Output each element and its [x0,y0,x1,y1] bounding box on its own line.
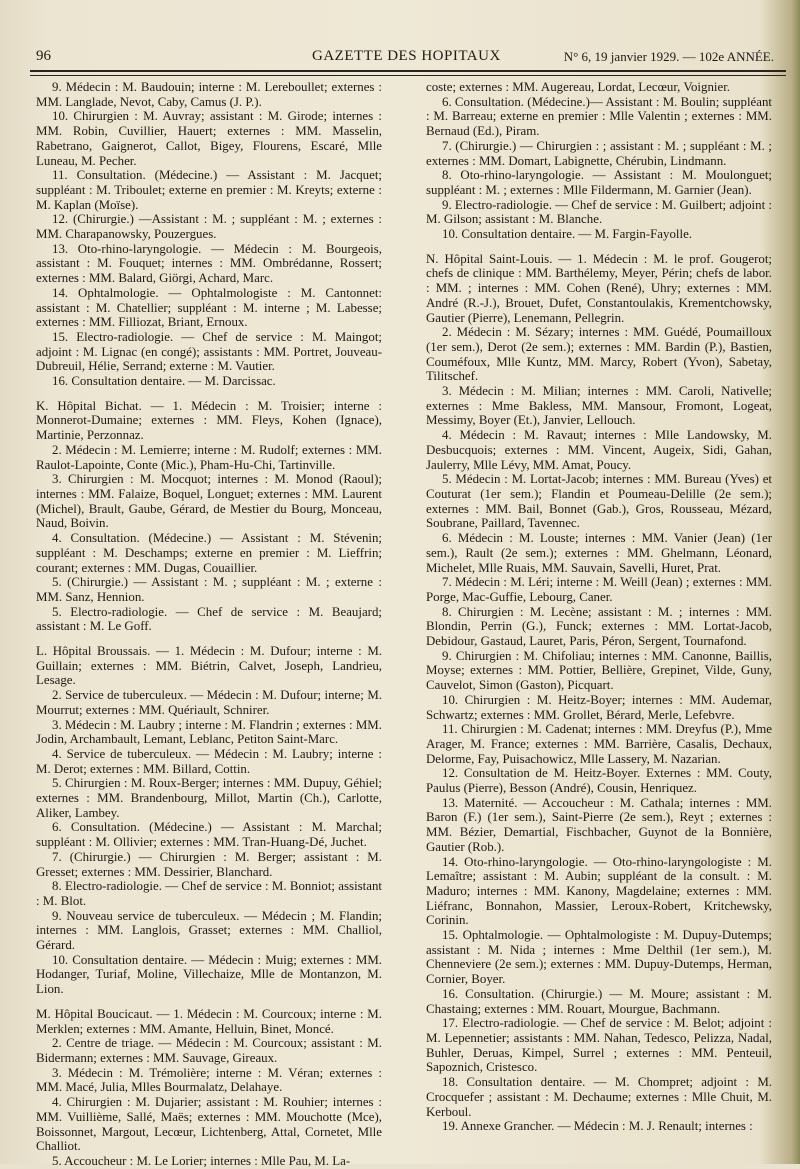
issue-info: N° 6, 19 janvier 1929. — 102e ANNÉE. [563,49,774,64]
service-paragraph: 5. Electro-radiologie. — Chef de service : M. Beaujard; assistant : M. Le Goff. [36,604,382,634]
service-paragraph: 10. Chirurgien : M. Auvray; assistant : M. Girode; internes : MM. Robin, Cuvillier, Hauert; externes : MM. Masselin, Rabetrano, Gaignerot, Callot, Bigey, Flourens, Escaré, Mlle Luneau, M. Pecher. [36,109,382,168]
service-paragraph: 13. Oto-rhino-laryngologie. — Médecin : M. Bourgeois, assistant : M. Fouquet; internes : MM. Ombrédanne, Rossert; externes : MM. Balard, Giörgi, Achard, Marc. [36,241,382,286]
service-paragraph: 16. Consultation dentaire. — M. Darcissac. [52,374,276,389]
service-paragraph: 3. Médecin : M. Laubry ; interne : M. Flandrin ; externes : MM. Jodin, Archambault, Lemant, Leblanc, Petiton Saint-Marc. [36,717,382,747]
service-paragraph: coste; externes : MM. Augereau, Lordat, Lecœur, Voignier. [426,80,731,94]
service-paragraph: 18. Consultation dentaire. — M. Chompret; adjoint : M. Crocquefer ; assistant : M. Dechaume; externes : Mlle Chuit, M. Kerboul. [426,1075,772,1119]
service-paragraph: 6. Consultation. (Médecine.) — Assistant : M. Marchal; suppléant : M. Ollivier; externes : MM. Tran-Huang-Dé, Juchet. [36,820,382,850]
left-column [36,80,382,1168]
service-paragraph: 9. Electro-radiologie. — Chef de service : M. Guilbert; adjoint : M. Gilson; assistant : M. Blanche. [426,197,772,227]
service-paragraph: 5. (Chirurgie.) — Assistant : M. ; suppléant : M. ; externe : MM. Sanz, Hennion. [36,575,382,604]
page-number: 96 [36,48,51,64]
service-paragraph: 3. Chirurgien : M. Mocquot; internes : M. Monod (Raoul); internes : MM. Falaize, Boquel, Longuet; externes : MM. Laurent (Michel), Brault, Gaube, Gérard, de Mestier du Bourg, Monceau, Naud, Boivin. [36,472,382,531]
service-paragraph: 7. (Chirurgie.) — Chirurgien : M. Berger; assistant : M. Gresset; externes : MM. Dessirier, Blanchard. [36,849,382,879]
service-paragraph: 9. Chirurgien : M. Chifoliau; internes : MM. Canonne, Baillis, Moyse; externes : MM. Pottier, Bellière, Grepinet, Vilde, Guny, Cauvelot, Simon (Gaston), Picquart. [426,648,772,693]
service-paragraph: 14. Oto-rhino-laryngologie. — Oto-rhino-laryngologiste : M. Lemaître; assistant : M. Aubin; suppléant de la consult. : M. Maduro; internes : MM. Kanony, Magdelaine; externes : MM. Liéfranc, Bonnahon, Massier, Leroux-Robert, Kritchewsky, Corinin. [426,854,772,928]
right-column [426,80,772,1155]
hospital-section-paragraph: N. Hôpital Saint-Louis. — 1. Médecin : M. le prof. Gougerot; chefs de clinique : MM. Barthélemy, Meyer, Périn; chefs de labor. : MM. ; internes : MM. Cohen (René), Uhry; externes : MM. André (R.-J.), Brouet, Dufet, Constantoulakis, Krementchowsky, Gautier (Pierre), Lenemann, Pellegrin. [426,251,772,325]
service-paragraph: 19. Annexe Grancher. — Médecin : M. J. Renault; internes : [442,1119,753,1134]
service-paragraph: 15. Ophtalmologie. — Ophtalmologiste : M. Dupuy-Dutemps; assistant : M. Nida ; internes : Mme Delthil (1er sem.), M. Chenneviere (2e sem.); externes : MM. Dupuy-Dutemps, Herman, Cornier, Boyer. [426,928,772,987]
hospital-section-paragraph: L. Hôpital Broussais. — 1. Médecin : M. Dufour; interne : M. Guillain; externes : MM. Biétrin, Calvet, Joseph, Landrieu, Lesage. [36,644,382,688]
hospital-section-paragraph: M. Hôpital Boucicaut. — 1. Médecin : M. Courcoux; interne : M. Merklen; externes : MM. Amante, Helluin, Binet, Moncé. [36,1006,382,1036]
service-paragraph: 6. Consultation. (Médecine.)— Assistant : M. Boulin; suppléant : M. Barreau; externe en premier : Mlle Valentin ; externes : MM. Bernaud (Ed.), Piram. [426,94,772,139]
service-paragraph: 2. Médecin : M. Sézary; internes : MM. Guédé, Poumailloux (1er sem.), Derot (2e sem.); externes : MM. Bardin (P.), Bastien, Couméfoux, Mlle Kuntz, MM. Marcy, Robert (Yvon), Sabetay, Tilitschef. [426,325,772,384]
service-paragraph: 4. Médecin : M. Ravaut; internes : Mlle Landowsky, M. Desbucquois; externes : MM. Vincent, Augeix, Sidi, Gahan, Jaulerry, Mlle Lévy, MM. Amat, Poucy. [426,428,772,472]
service-paragraph: 2. Centre de triage. — Médecin : M. Courcoux; assistant : M. Bidermann; externes : MM. Sauvage, Gireaux. [36,1036,382,1065]
service-paragraph: 7. Médecin : M. Léri; interne : M. Weill (Jean) ; externes : MM. Porge, Mac-Guffie, Lebourg, Caner. [426,575,772,604]
service-paragraph: 7. (Chirurgie.) — Chirurgien : ; assistant : M. ; suppléant : M. ; externes : MM. Domart, Labignette, Chérubin, Lindmann. [426,138,772,168]
service-paragraph: 17. Electro-radiologie. — Chef de service : M. Belot; adjoint : M. Lepennetier; assistants : MM. Nahan, Tedesco, Pelizza, Nadal, Buhler, Deruas, Kimpel, Surrel ; externes : MM. Penteuil, Sapoznich, Cristesco. [426,1016,772,1075]
publication-title: GAZETTE DES HOPITAUX [312,48,501,64]
service-paragraph: 11. Chirurgien : M. Cadenat; internes : MM. Dreyfus (P.), Mme Arager, M. France; externes : MM. Barrière, Casalis, Dechaux, Delorme, Fay, Puisachowicz, Mlle Lassery, M. Nazarian. [426,722,772,766]
service-paragraph: 15. Electro-radiologie. — Chef de service : M. Maingot; adjoint : M. Lignac (en congé); assistants : MM. Portret, Jouveau-Dubreuil, Hélie, Serrand; externe : M. Vautier. [36,329,382,374]
service-paragraph: 6. Médecin : M. Louste; internes : MM. Vanier (Jean) (1er sem.), Rault (2e sem.); externes : MM. Ghelmann, Léonard, Michelet, Mlle Ruais, MM. Sauvain, Savelli, Huret, Prat. [426,531,772,575]
header-rule [30,70,786,72]
service-paragraph: 8. Electro-radiologie. — Chef de service : M. Bonniot; assistant : M. Blot. [36,879,382,908]
service-paragraph: 16. Consultation. (Chirurgie.) — M. Moure; assistant : M. Chastaing; externes : MM. Rouart, Mourgue, Bachmann. [426,986,772,1016]
service-paragraph: 8. Chirurgien : M. Lecène; assistant : M. ; internes : MM. Blondin, Perrin (G.), Funck; externes : MM. Lortat-Jacob, Debidour, Gastaud, Lauret, Paris, Péron, Sergent, Tournafond. [426,604,772,649]
service-paragraph: 5. Médecin : M. Lortat-Jacob; internes : MM. Bureau (Yves) et Couturat (1er sem.); Flandin et Poumeau-Delille (2e sem.); externes : MM. Bail, Bonnet (Gab.), Gros, Rousseau, Mézard, Soubrane, Paillard, Tavennec. [426,472,772,531]
service-paragraph: 4. Consultation. (Médecine.) — Assistant : M. Stévenin; suppléant : M. Deschamps; externe en premier : M. Lieffrin; courant; externes : MM. Dugas, Couaillier. [36,531,382,575]
header-rule-thin [30,75,786,76]
service-paragraph: 4. Service de tuberculeux. — Médecin : M. Laubry; interne : M. Derot; externes : MM. Billard, Cottin. [36,746,382,776]
service-paragraph: 8. Oto-rhino-laryngologie. — Assistant : M. Moulonguet; suppléant : M. ; externes : Mlle Fildermann, M. Garnier (Jean). [426,168,772,197]
service-paragraph: 3. Médecin : M. Milian; internes : MM. Caroli, Nativelle; externes : Mme Bakless, MM. Mansour, Fromont, Logeat, Messimy, Boyer (Et.), Janvier, Lellouch. [426,384,772,428]
service-paragraph: 13. Maternité. — Accoucheur : M. Cathala; internes : MM. Baron (F.) (1er sem.), Saint-Pierre (2e sem.), Reyt ; externes : MM. Bézier, Demartial, Fischbacher, Guynot de la Bonnière, Gautier (Rob.). [426,795,772,854]
service-paragraph: 10. Chirurgien : M. Heitz-Boyer; internes : MM. Audemar, Schwartz; externes : MM. Grollet, Bérard, Merle, Lefebvre. [426,692,772,722]
page-header [30,46,786,68]
service-paragraph: 5. Accoucheur : M. Le Lorier; internes : Mlle Pau, M. La- [52,1153,351,1168]
service-paragraph: 10. Consultation dentaire. — M. Fargin-Fayolle. [442,227,693,242]
service-paragraph: 9. Médecin : M. Baudouin; interne : M. Lereboullet; externes : MM. Langlade, Nevot, Caby, Camus (J. P.). [36,80,382,109]
service-paragraph: 4. Chirurgien : M. Dujarier; assistant : M. Rouhier; internes : MM. Vuillième, Sallé, Maës; externes : MM. Mouchotte (Mce), Boissonnet, Margout, Lecœur, Lichtenberg, Attal, Cornetet, Mlle Challiot. [36,1095,382,1154]
service-paragraph: 12. (Chirurgie.) —Assistant : M. ; suppléant : M. ; externes : MM. Charapanowsky, Pouzergues. [36,212,382,242]
service-paragraph: 9. Nouveau service de tuberculeux. — Médecin ; M. Flandin; internes : MM. Langlois, Grasset; externes : MM. Challiol, Gérard. [36,908,382,953]
service-paragraph: 5. Chirurgien : M. Roux-Berger; internes : MM. Dupuy, Géhiel; externes : MM. Brandenbourg, Millot, Martin (Ch.), Carlotte, Aliker, Lambey. [36,776,382,820]
service-paragraph: 2. Médecin : M. Lemierre; interne : M. Rudolf; externes : MM. Raulot-Lapointe, Conte (Mic.), Pham-Hu-Chi, Tartinville. [36,442,382,472]
service-paragraph: 10. Consultation dentaire. — Médecin : Muig; externes : MM. Hodanger, Turiaf, Moline, Villechaize, Mlle de Montanzon, M. Lion. [36,952,382,997]
service-paragraph: 14. Ophtalmologie. — Ophtalmologiste : M. Cantonnet: assistant : M. Chatellier; suppléant : M. interne ; M. Labesse; externes : MM. Filliozat, Briant, Ernoux. [36,285,382,330]
service-paragraph: 11. Consultation. (Médecine.) — Assistant : M. Jacquet; suppléant : M. Triboulet; externe en premier : M. Kreyts; externe : M. Kaplan (Moïse). [36,168,382,212]
service-paragraph: 12. Consultation de M. Heitz-Boyer. Externes : MM. Couty, Paulus (Pierre), Besson (André), Cousin, Henriquez. [426,766,772,796]
service-paragraph: 3. Médecin : M. Trémolière; interne : M. Véran; externes : MM. Macé, Julia, Mlles Bourmalatz, Delahaye. [36,1065,382,1095]
service-paragraph: 2. Service de tuberculeux. — Médecin : M. Dufour; interne; M. Mourrut; externes : MM. Quériault, Schnirer. [36,688,382,717]
hospital-section-paragraph: K. Hôpital Bichat. — 1. Médecin : M. Troisier; interne : Monnerot-Dumaine; externes : MM. Fleys, Kohen (Ignace), Martinie, Perzonnaz. [36,398,382,443]
